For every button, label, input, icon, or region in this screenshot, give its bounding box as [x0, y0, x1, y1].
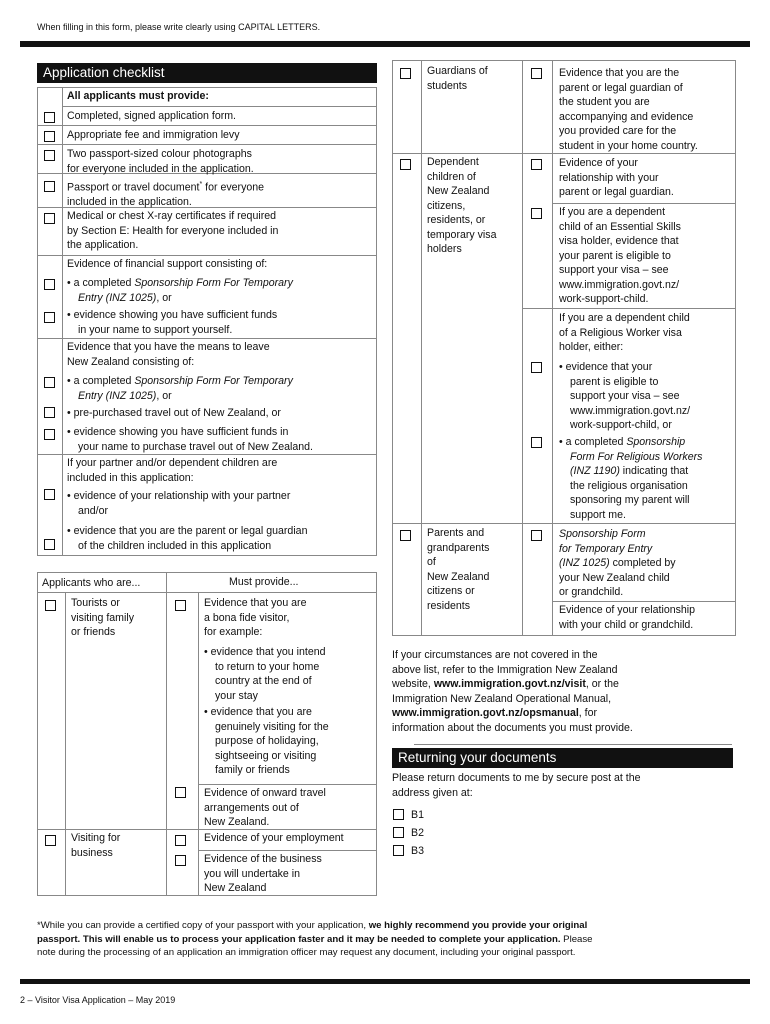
business-label: Visiting for business — [71, 832, 121, 859]
col-applicants-who-are: Applicants who are... — [42, 577, 141, 589]
checkbox-passport[interactable] — [44, 181, 55, 192]
guardians-evidence-text: Evidence that you are the parent or legal guardian of the student you are accompanying and evidence you provided care for the student in your home country. — [559, 67, 698, 152]
parents-label: Parents and grandparents of New Zealand citizens or residents — [427, 527, 490, 612]
religious-eligible-text: • evidence that your parent is eligible to support your visa – see www.immigration.govt.nz/ work-support-child, or — [559, 361, 691, 431]
option-b1: B1 — [411, 809, 424, 821]
dependent-children-label: Dependent children of New Zealand citizens, residents, or temporary visa holders — [427, 156, 497, 255]
item-sponsorship-leave: • a completed Sponsorship Form For Temporary Entry (INZ 1025), or — [67, 375, 293, 402]
item-prepurchased-travel: • pre-purchased travel out of New Zealand, or — [67, 407, 281, 419]
checkbox-medical[interactable] — [44, 213, 55, 224]
checkbox-sufficient-funds[interactable] — [44, 312, 55, 323]
checkbox-religious-eligible[interactable] — [531, 362, 542, 373]
partner-header: If your partner and/or dependent children are included in this application: — [67, 457, 278, 484]
item-passport: Passport or travel document* for everyone included in the application. — [67, 181, 265, 209]
checkbox-parents-sponsorship[interactable] — [531, 530, 542, 541]
onward-travel-text: Evidence of onward travel arrangements out of New Zealand. — [204, 787, 326, 828]
checkbox-essential-skills[interactable] — [531, 208, 542, 219]
checkbox-partner-relationship[interactable] — [44, 489, 55, 500]
dependent-relationship-text: Evidence of your relationship with your parent or legal guardian. — [559, 157, 674, 198]
checkbox-religious-sponsorship[interactable] — [531, 437, 542, 448]
checklist-table — [37, 87, 377, 556]
checkbox-tourists[interactable] — [45, 600, 56, 611]
footnote: *While you can provide a certified copy of your passport with your application, we highly recommend you provide your original passport. This will enable us to process your application faster and it may be needed to complete your application. Please note during the processing of an application an immigration officer may request any document, including your original passport. — [37, 920, 593, 958]
means-to-leave-header: Evidence that you have the means to leave New Zealand consisting of: — [67, 341, 270, 368]
item-parent-guardian: • evidence that you are the parent or legal guardian of the children included in this application — [67, 525, 308, 552]
checkbox-fee[interactable] — [44, 131, 55, 142]
item-sponsorship-financial: • a completed Sponsorship Form For Temporary Entry (INZ 1025), or — [67, 277, 293, 304]
parents-relationship-text: Evidence of your relationship with your child or grandchild. — [559, 604, 696, 631]
checkbox-parent-guardian[interactable] — [44, 539, 55, 550]
checklist-title: Application checklist — [37, 63, 377, 83]
essential-skills-text: If you are a dependent child of an Essential Skills visa holder, evidence that your parent is eligible to support your visa – see www.immigration.govt.nz/ work-support-child. — [559, 206, 681, 305]
not-covered-paragraph: If your circumstances are not covered in the above list, refer to the Immigration New Zealand website, www.immigration.govt.nz/visit, or the Immigration New Zealand Operational Manual, www.immigration.govt.nz/opsmanual, for information about the documents you must provide. — [392, 649, 633, 734]
visit-link[interactable]: www.immigration.govt.nz/visit — [433, 678, 586, 690]
top-rule — [20, 41, 750, 47]
option-b2: B2 — [411, 827, 424, 839]
item-travel-funds: • evidence showing you have sufficient funds in your name to purchase travel out of New Zealand. — [67, 426, 313, 453]
checkbox-b2[interactable] — [393, 827, 404, 838]
opsmanual-link[interactable]: www.immigration.govt.nz/opsmanual — [392, 707, 579, 719]
checkbox-dependent-relationship[interactable] — [531, 159, 542, 170]
checkbox-guardians-evidence[interactable] — [531, 68, 542, 79]
checkbox-b1[interactable] — [393, 809, 404, 820]
checkbox-sponsorship-leave[interactable] — [44, 377, 55, 388]
item-photographs: Two passport-sized colour photographs for everyone included in the application. — [67, 148, 254, 175]
checkbox-business[interactable] — [45, 835, 56, 846]
applicants-table — [37, 572, 377, 896]
checkbox-dependent-children[interactable] — [400, 159, 411, 170]
checkbox-parents[interactable] — [400, 530, 411, 541]
checkbox-prepurchased-travel[interactable] — [44, 407, 55, 418]
item-sufficient-funds: • evidence showing you have sufficient funds in your name to support yourself. — [67, 309, 278, 336]
checkbox-travel-funds[interactable] — [44, 429, 55, 440]
checkbox-bona-fide[interactable] — [175, 600, 186, 611]
checkbox-sponsorship-financial[interactable] — [44, 279, 55, 290]
item-medical: Medical or chest X-ray certificates if required by Section E: Health for everyone included in the application. — [67, 210, 279, 251]
guardians-label: Guardians of students — [427, 65, 488, 92]
returning-title: Returning your documents — [392, 748, 733, 768]
instruction-text: When filling in this form, please write clearly using CAPITAL LETTERS. — [37, 22, 321, 32]
right-table — [392, 60, 736, 636]
financial-support-header: Evidence of financial support consisting of: — [67, 258, 268, 270]
checkbox-business-evidence[interactable] — [175, 855, 186, 866]
business-evidence-text: Evidence of the business you will undertake in New Zealand — [204, 853, 322, 894]
religious-sponsorship-text: • a completed Sponsorship Form For Religious Workers (INZ 1190) indicating that the religious organisation sponsoring my parent will support me. — [559, 436, 703, 521]
item-fee: Appropriate fee and immigration levy — [67, 129, 240, 141]
item-partner-relationship: • evidence of your relationship with your partner and/or — [67, 490, 291, 517]
option-b3: B3 — [411, 845, 424, 857]
checkbox-photographs[interactable] — [44, 150, 55, 161]
employment-text: Evidence of your employment — [204, 832, 344, 844]
tourists-label: Tourists or visiting family or friends — [71, 597, 134, 638]
checkbox-application-form[interactable] — [44, 112, 55, 123]
parents-sponsorship-text: Sponsorship Form for Temporary Entry (INZ 1025) completed by your New Zealand child or grandchild. — [559, 528, 676, 598]
checklist-header: All applicants must provide: — [67, 90, 209, 102]
bottom-rule — [20, 979, 750, 984]
checkbox-b3[interactable] — [393, 845, 404, 856]
intend-return-text: • evidence that you intend to return to your home country at the end of your stay — [204, 646, 326, 702]
returning-text: Please return documents to me by secure post at the address given at: — [392, 772, 641, 799]
checkbox-guardians[interactable] — [400, 68, 411, 79]
col-must-provide: Must provide... — [229, 576, 299, 588]
genuine-visit-text: • evidence that you are genuinely visiting for the purpose of holidaying, sightseeing or visiting family or friends — [204, 706, 329, 776]
item-application-form: Completed, signed application form. — [67, 110, 237, 122]
bona-fide-text: Evidence that you are a bona fide visitor, for example: — [204, 597, 307, 638]
checkbox-onward-travel[interactable] — [175, 787, 186, 798]
page-footer: 2 – Visitor Visa Application – May 2019 — [20, 995, 176, 1005]
religious-worker-text: If you are a dependent child of a Religious Worker visa holder, either: — [559, 312, 690, 353]
checkbox-employment[interactable] — [175, 835, 186, 846]
